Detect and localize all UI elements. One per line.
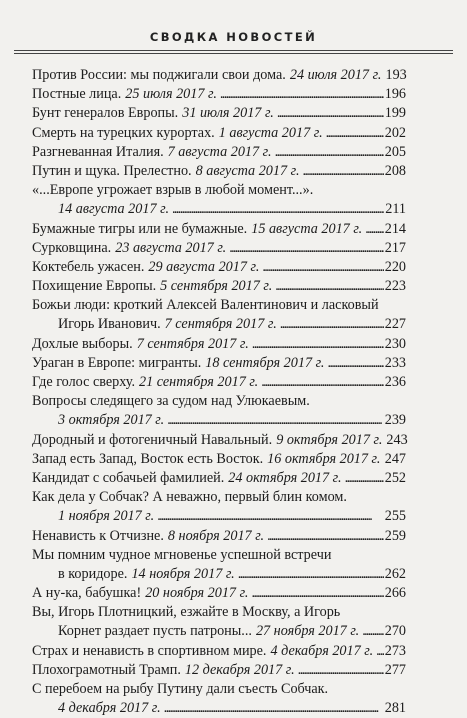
dot-leader (262, 258, 383, 277)
toc-page-number: 239 (385, 411, 406, 430)
toc-entry (32, 642, 406, 661)
toc-entry-title: Игорь Иванович. (58, 315, 161, 334)
toc-entry-date: 24 июля 2017 г. (290, 66, 382, 85)
toc-entry (32, 200, 406, 219)
dot-leader (327, 354, 383, 373)
dot-leader (220, 85, 384, 104)
toc-entry (32, 143, 406, 162)
toc-entry (32, 488, 406, 507)
toc-page-number: 243 (386, 431, 407, 450)
toc-entry-title: А ну-ка, бабушка! (32, 584, 141, 603)
toc-entry (32, 335, 406, 354)
toc-page-number: 233 (385, 354, 406, 373)
toc-page-number: 223 (385, 277, 406, 296)
toc-entry-date: 23 августа 2017 г. (115, 239, 226, 258)
bleed-through-text (150, 612, 310, 642)
toc-entry (32, 411, 406, 430)
toc-entry-date: 21 сентября 2017 г. (139, 373, 258, 392)
toc-entry (32, 239, 406, 258)
toc-entry-date: 3 октября 2017 г. (58, 411, 164, 430)
dot-leader (157, 507, 384, 526)
dot-leader (172, 200, 384, 219)
toc-entry (32, 469, 406, 488)
toc-entry (32, 584, 406, 603)
toc-entry (32, 162, 406, 181)
toc-entry-title: Запад есть Запад, Восток есть Восток. (32, 450, 263, 469)
toc-entry-date: 9 октября 2017 г. (276, 431, 382, 450)
toc-entry-date: 7 августа 2017 г. (168, 143, 272, 162)
toc-entry-date: 15 августа 2017 г. (251, 220, 362, 239)
toc-entry-title: С перебоем на рыбу Путину дали съесть Собчак. (32, 680, 328, 699)
dot-leader (303, 162, 384, 181)
toc-entry-date: 7 сентября 2017 г. (137, 335, 249, 354)
toc-entry-date: 12 декабря 2017 г. (185, 661, 295, 680)
toc-entry-title: Корнет раздает пусть патроны... (58, 622, 252, 641)
toc-page-number: 196 (385, 85, 406, 104)
toc-page-number: 252 (385, 469, 406, 488)
dot-leader (345, 469, 384, 488)
toc-page-number: 236 (385, 373, 406, 392)
toc-entry-date: 8 августа 2017 г. (196, 162, 300, 181)
toc-entry-title: в коридоре. (58, 565, 127, 584)
dot-leader (229, 239, 384, 258)
dot-leader (267, 527, 384, 546)
toc-entry-date: 7 сентября 2017 г. (165, 315, 277, 334)
toc-page-number: 270 (385, 622, 406, 641)
toc-entry (32, 354, 406, 373)
toc-entry (32, 392, 406, 411)
toc-entry-date: 8 ноября 2017 г. (168, 527, 264, 546)
dot-leader (164, 699, 384, 718)
toc-page-number: 273 (385, 642, 406, 661)
toc-entry (32, 699, 406, 718)
toc-entry-date: 14 ноября 2017 г. (131, 565, 234, 584)
toc-page-number: 266 (385, 584, 406, 603)
toc-entry (32, 315, 406, 334)
toc-page-number: 220 (385, 258, 406, 277)
toc-entry-date: 27 ноября 2017 г. (256, 622, 359, 641)
toc-entry-date: 31 июля 2017 г. (182, 104, 274, 123)
header-rule-secondary (14, 53, 453, 54)
toc-entry (32, 507, 406, 526)
toc-entry-date: 4 декабря 2017 г. (270, 642, 373, 661)
toc-entry-title: Похищение Европы. (32, 277, 156, 296)
toc-entry-title: Страх и ненависть в спортивном мире. (32, 642, 266, 661)
toc-entry (32, 680, 406, 699)
toc-entry (32, 66, 406, 85)
toc-page-number: 247 (385, 450, 406, 469)
toc-entry (32, 85, 406, 104)
toc-entry-title: Путин и щука. Прелестно. (32, 162, 192, 181)
toc-page-number: 277 (385, 661, 406, 680)
toc-page-number: 199 (385, 104, 406, 123)
dot-leader (167, 411, 384, 430)
running-head-title: СВОДКА НОВОСТЕЙ (0, 30, 467, 44)
toc-entry-title: Кандидат с собачьей фамилией. (32, 469, 224, 488)
dot-leader (365, 220, 384, 239)
toc-entry-title: Божьи люди: кроткий Алексей Валентинович и ласковый (32, 296, 379, 315)
toc-entry-title: Бунт генералов Европы. (32, 104, 178, 123)
toc-page-number: 208 (385, 162, 406, 181)
toc-entry-date: 5 сентября 2017 г. (160, 277, 272, 296)
toc-entry (32, 527, 406, 546)
toc-entry-title: Дородный и фотогеничный Навальный. (32, 431, 272, 450)
toc-entry-date: 18 сентября 2017 г. (205, 354, 324, 373)
toc-entry-title: Против России: мы поджигали свои дома. (32, 66, 286, 85)
toc-entry (32, 258, 406, 277)
toc-entry-date: 16 октября 2017 г. (267, 450, 380, 469)
toc-page-number: 214 (385, 220, 406, 239)
toc-entry (32, 546, 406, 565)
toc-entry-date: 24 октября 2017 г. (228, 469, 341, 488)
header-rule (14, 50, 453, 51)
toc-entry-title: Вопросы следящего за судом над Улюкаевым. (32, 392, 310, 411)
toc-entry (32, 220, 406, 239)
toc-entry-date: 14 августа 2017 г. (58, 200, 169, 219)
page-header (0, 0, 467, 52)
dot-leader (298, 661, 384, 680)
toc-page-number: 262 (385, 565, 406, 584)
toc-entry-title: Мы помним чудное мгновенье успешной встречи (32, 546, 331, 565)
toc-entry (32, 373, 406, 392)
toc-entry (32, 124, 406, 143)
toc-entry (32, 450, 406, 469)
toc-entry (32, 296, 406, 315)
toc-page-number: 259 (385, 527, 406, 546)
toc-entry-title: Где голос сверху. (32, 373, 135, 392)
toc-entry-title: Дохлые выборы. (32, 335, 133, 354)
toc-page-number: 202 (385, 124, 406, 143)
toc-page-number: 217 (385, 239, 406, 258)
toc-entry-title: Смерть на турецких курортах. (32, 124, 215, 143)
toc-entry-title: Ураган в Европе: мигранты. (32, 354, 201, 373)
toc-entry-date: 25 июля 2017 г. (125, 85, 217, 104)
dot-leader (251, 584, 383, 603)
toc-entry (32, 565, 406, 584)
dot-leader (280, 315, 384, 334)
toc-entry (32, 181, 406, 200)
toc-entry-date: 29 августа 2017 г. (148, 258, 259, 277)
toc-entry-date: 1 ноября 2017 г. (58, 507, 154, 526)
dot-leader (362, 622, 384, 641)
toc-page-number: 211 (385, 200, 406, 219)
dot-leader (261, 373, 383, 392)
toc-entry-date: 1 августа 2017 г. (219, 124, 323, 143)
toc-entry-date: 4 декабря 2017 г. (58, 699, 161, 718)
dot-leader (238, 565, 384, 584)
dot-leader (376, 642, 384, 661)
toc-page-number: 205 (385, 143, 406, 162)
toc-page-number: 281 (385, 699, 406, 718)
toc-entry-title: Плохограмотный Трамп. (32, 661, 181, 680)
toc-entry (32, 277, 406, 296)
toc-entry-title: Как дела у Собчак? А неважно, первый блин комом. (32, 488, 347, 507)
dot-leader (275, 143, 384, 162)
toc-entry-title: Вы, Игорь Плотницкий, езжайте в Москву, а Игорь (32, 603, 340, 622)
toc-entry-title: Постные лица. (32, 85, 121, 104)
toc-entry-title: Бумажные тигры или не бумажные. (32, 220, 247, 239)
dot-leader (326, 124, 384, 143)
toc-entry-title: «...Европе угрожает взрыв в любой момент...». (32, 181, 313, 200)
toc-entry (32, 431, 406, 450)
toc-page-number: 227 (385, 315, 406, 334)
dot-leader (252, 335, 384, 354)
toc-entry-title: Коктебель ужасен. (32, 258, 144, 277)
toc-entry-title: Сурковщина. (32, 239, 111, 258)
toc-entry-title: Разгневанная Италия. (32, 143, 164, 162)
toc-entry-date: 20 ноября 2017 г. (145, 584, 248, 603)
toc-entry (32, 104, 406, 123)
toc-page-number: 230 (385, 335, 406, 354)
toc-page-number: 193 (385, 66, 406, 85)
toc-entry-title: Ненависть к Отчизне. (32, 527, 164, 546)
dot-leader (275, 277, 383, 296)
toc-entry (32, 661, 406, 680)
dot-leader (277, 104, 384, 123)
toc-page-number: 255 (385, 507, 406, 526)
